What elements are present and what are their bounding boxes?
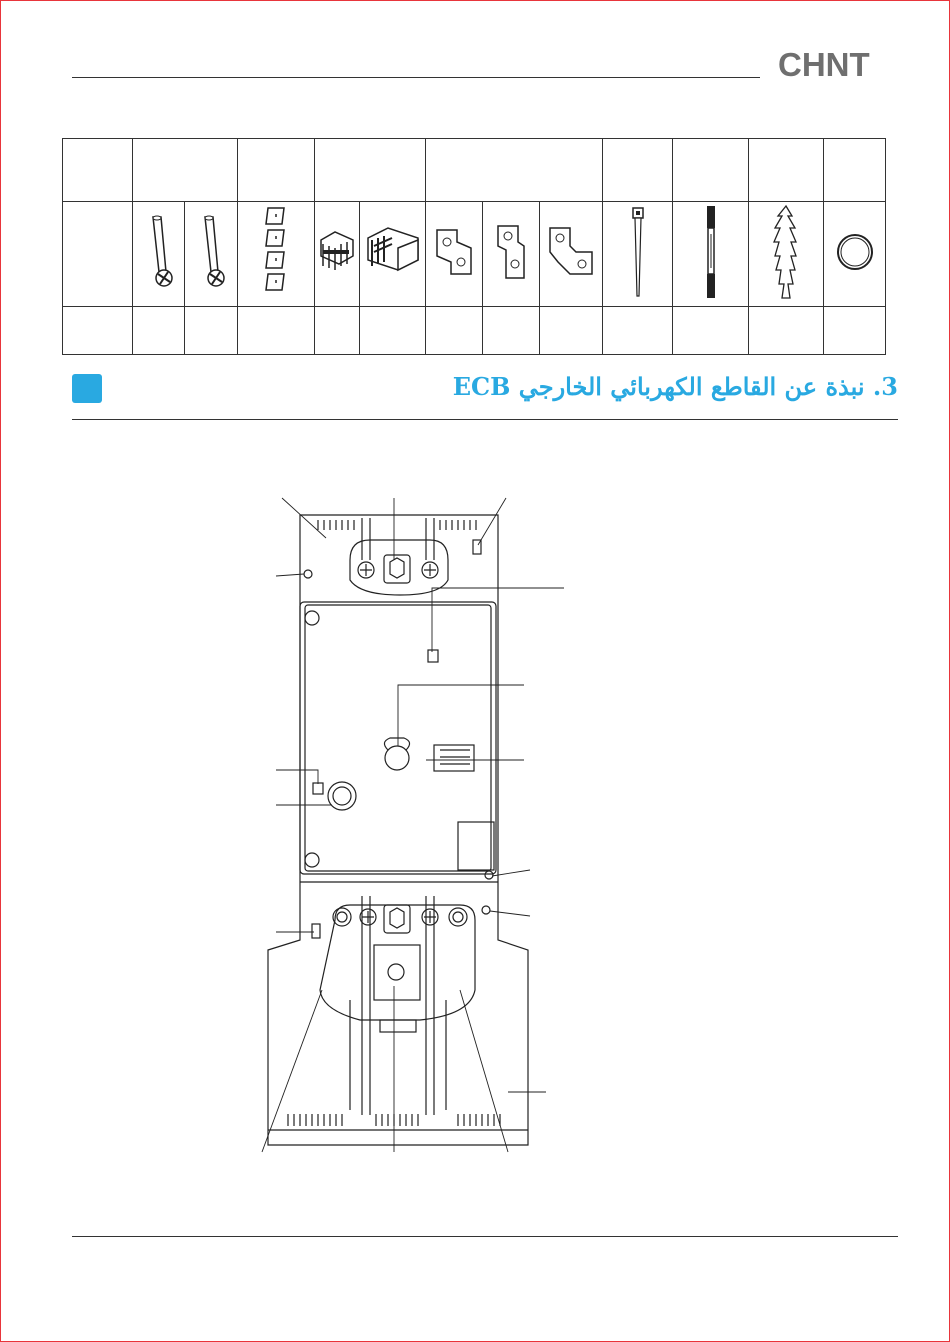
handle-knob xyxy=(385,746,409,770)
table-cell xyxy=(824,307,886,355)
test-button xyxy=(313,783,323,794)
indicator-window xyxy=(428,650,438,662)
fuse-link-icon xyxy=(673,202,749,307)
brand-logo: CHNT xyxy=(778,46,870,83)
footer-rule xyxy=(72,1236,898,1237)
table-header-row xyxy=(63,139,886,202)
corner-screw xyxy=(485,871,493,879)
table-cell xyxy=(185,307,238,355)
connection-plate-icon xyxy=(540,202,603,307)
panel-screw xyxy=(305,853,319,867)
table-cell xyxy=(483,307,540,355)
leader-lines xyxy=(262,498,564,1152)
breaker-body xyxy=(268,515,528,1145)
terminal-cover-small-icon xyxy=(314,202,359,307)
terminal-cover-large-icon xyxy=(359,202,426,307)
table-cell xyxy=(673,307,749,355)
table-cell xyxy=(540,307,603,355)
table-cell xyxy=(132,139,238,202)
bottom-plate xyxy=(374,945,420,1000)
accessories-table xyxy=(62,138,886,355)
screw-icon xyxy=(132,202,185,307)
table-cell xyxy=(673,139,749,202)
table-cell xyxy=(314,307,359,355)
rating-label xyxy=(434,745,474,771)
table-cell xyxy=(238,139,314,202)
table-cell xyxy=(603,139,673,202)
panel-screw xyxy=(305,611,319,625)
top-vents xyxy=(318,520,476,530)
top-terminal-block xyxy=(350,540,448,595)
screw-icon xyxy=(185,202,238,307)
table-cell xyxy=(63,202,133,307)
connection-plate-icon xyxy=(483,202,540,307)
table-cell xyxy=(749,307,824,355)
mount-hole xyxy=(304,570,312,578)
table-cell xyxy=(359,307,426,355)
table-cell xyxy=(824,139,886,202)
table-cell xyxy=(238,307,314,355)
accessory-slot xyxy=(458,822,494,870)
ring-icon xyxy=(824,202,886,307)
table-cell xyxy=(603,307,673,355)
table-cell xyxy=(132,307,185,355)
header-rule xyxy=(72,77,760,78)
section-rule xyxy=(72,419,898,420)
phase-barrier-icon xyxy=(238,202,314,307)
table-image-row xyxy=(63,202,886,307)
top-hex-terminal xyxy=(384,555,410,583)
connection-plate-icon xyxy=(426,202,483,307)
ecb-diagram xyxy=(250,490,570,1160)
section-title: 3. نبذة عن القاطع الكهربائي الخارجي ECB xyxy=(452,372,898,401)
table-cell xyxy=(426,307,483,355)
push-to-trip xyxy=(328,782,356,810)
table-cell xyxy=(314,139,426,202)
table-cell xyxy=(63,139,133,202)
table-cell xyxy=(63,307,133,355)
table-bottom-row xyxy=(63,307,886,355)
table-cell xyxy=(426,139,603,202)
saw-blade-icon xyxy=(749,202,824,307)
section-marker xyxy=(72,374,102,403)
cable-tie-icon xyxy=(603,202,673,307)
table-cell xyxy=(749,139,824,202)
